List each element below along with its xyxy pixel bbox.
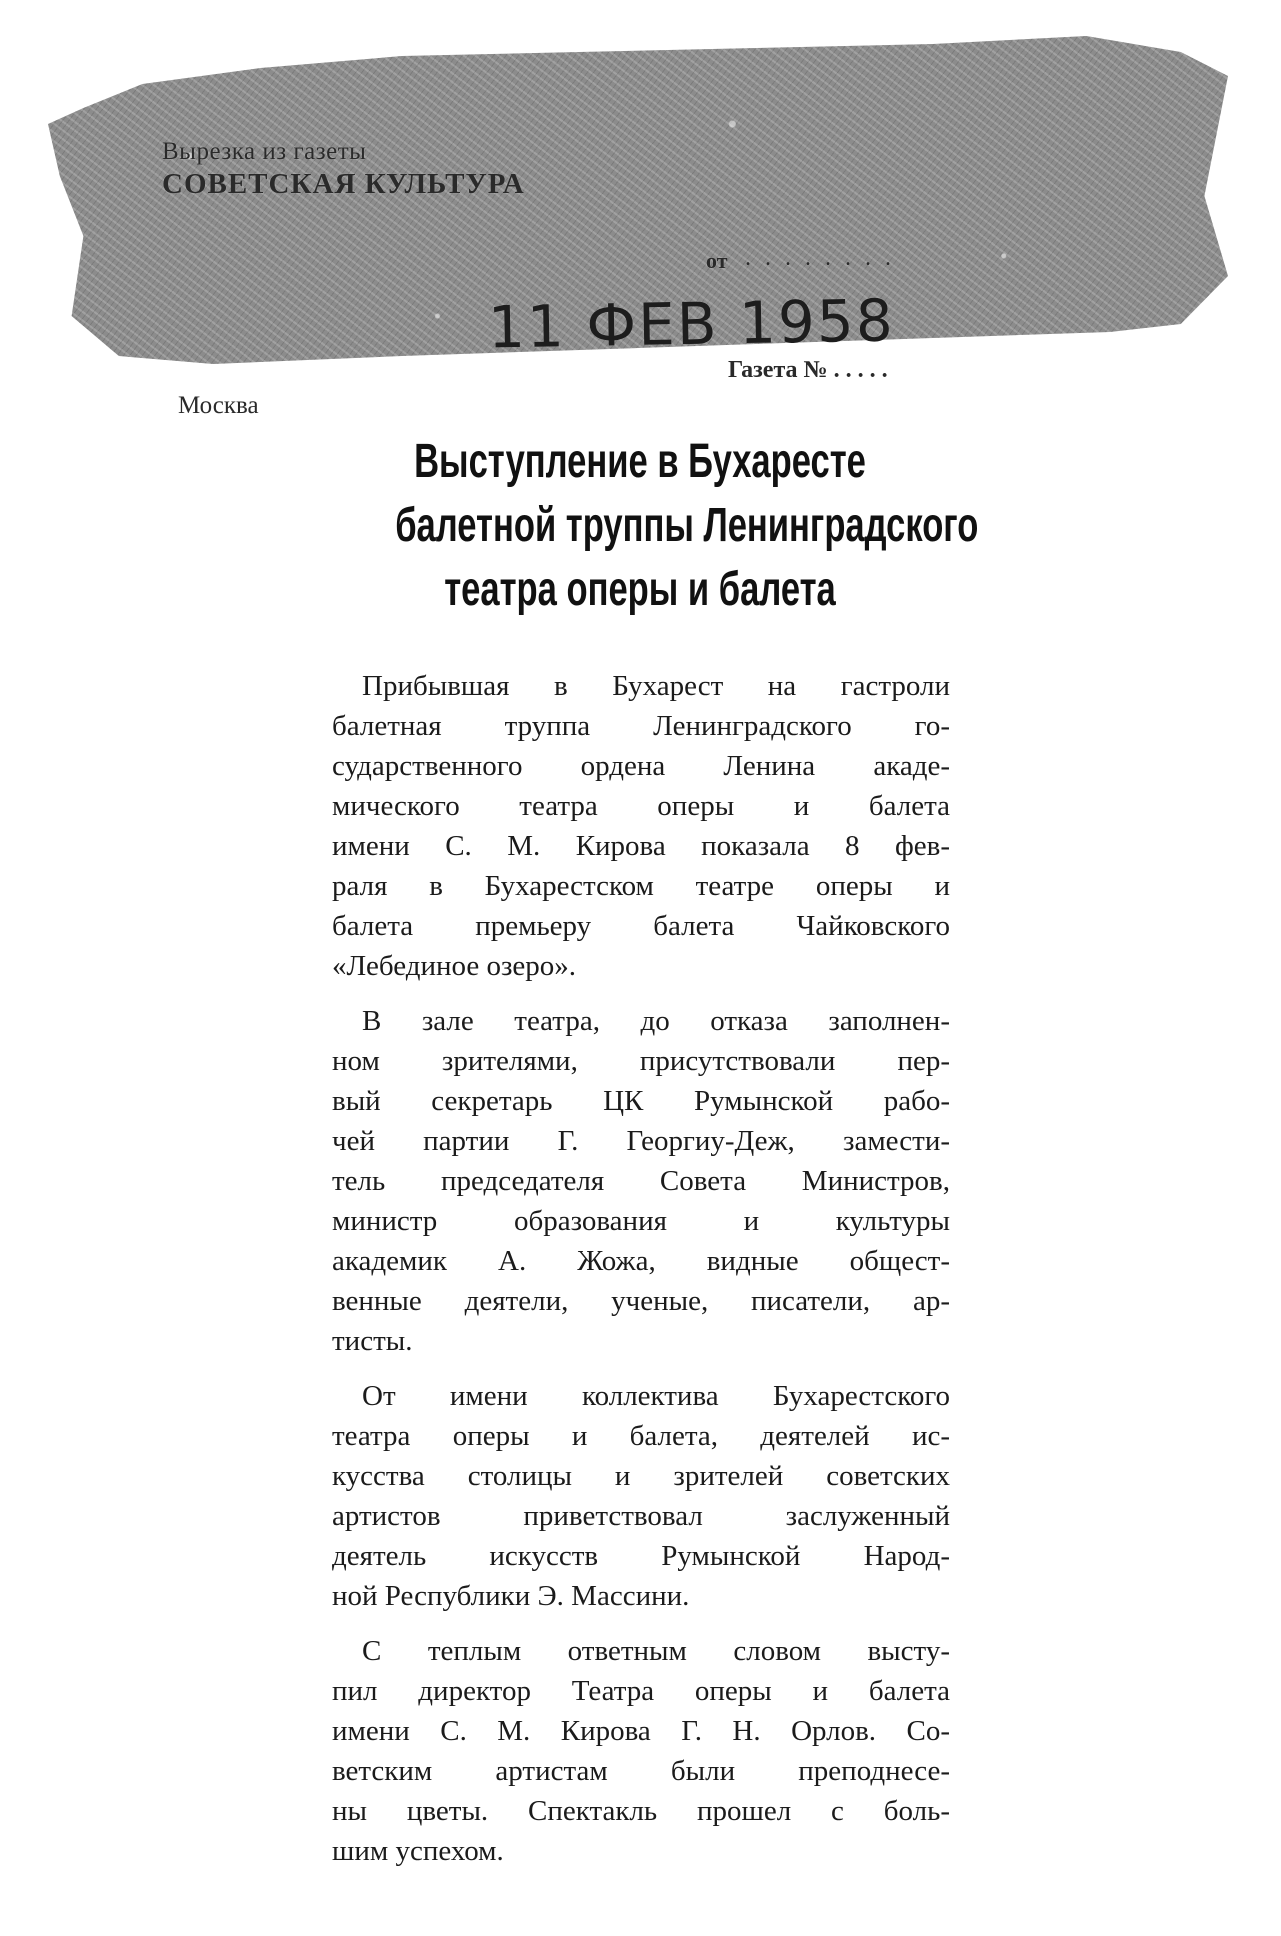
text-line: Прибывшая в Бухарест на гастроли (362, 670, 950, 702)
text-line: тисты. (332, 1325, 413, 1357)
text-line: раля в Бухарестском театре оперы и (332, 870, 950, 902)
text-line: балетная труппа Ленинградского го- (332, 710, 950, 742)
text-line: От имени коллектива Бухарестского (362, 1380, 950, 1412)
stamp-date-dots: . . . . . . . . (745, 245, 895, 271)
text-line: министр образования и культуры (332, 1205, 950, 1237)
stamp-date: 11 ФЕВ 1958 (487, 286, 896, 362)
text-line: чей партии Г. Георгиу-Деж, замести- (332, 1125, 950, 1157)
stamp-date-prefix: от (706, 248, 728, 273)
headline-line: театра оперы и балета (444, 563, 836, 616)
text-line: имени С. М. Кирова Г. Н. Орлов. Со- (332, 1715, 950, 1747)
text-line: шим успехом. (332, 1835, 504, 1867)
text-line: пил директор Театра оперы и балета (332, 1675, 950, 1707)
text-line: мического театра оперы и балета (332, 790, 950, 822)
text-line: театра оперы и балета, деятелей ис- (332, 1420, 950, 1452)
stamp-issue-number: Газета № . . . . . (728, 357, 888, 383)
stamp-newspaper-name: СОВЕТСКАЯ КУЛЬТУРА (162, 168, 525, 200)
text-line: академик А. Жожа, видные общест- (332, 1245, 950, 1277)
article-paragraph (332, 1376, 950, 1616)
text-line: тель председателя Совета Министров, (332, 1165, 950, 1197)
text-line: кусства столицы и зрителей советских (332, 1460, 950, 1492)
text-line: артистов приветствовал заслуженный (332, 1500, 950, 1532)
stamp-source-label: Вырезка из газеты (162, 138, 367, 165)
article-paragraph (332, 666, 950, 986)
article-paragraph (332, 1001, 950, 1361)
text-line: ной Республики Э. Массини. (332, 1580, 690, 1612)
article-body (332, 666, 950, 1886)
text-line: ветским артистам были преподнесе- (332, 1755, 950, 1787)
text-line: В зале театра, до отказа заполнен- (362, 1005, 950, 1037)
clipping-header-stamp (48, 36, 1228, 436)
stamp-city: Москва (178, 392, 259, 419)
text-line: имени С. М. Кирова показала 8 фев- (332, 830, 950, 862)
text-line: С теплым ответным словом высту- (362, 1635, 950, 1667)
text-line: ном зрителями, присутствовали пер- (332, 1045, 950, 1077)
text-line: ны цветы. Спектакль прошел с боль- (332, 1795, 950, 1827)
text-line: балета премьеру балета Чайковского (332, 910, 950, 942)
article-headline (395, 430, 979, 622)
article-paragraph (332, 1631, 950, 1871)
text-line: венные деятели, ученые, писатели, ар- (332, 1285, 950, 1317)
text-line: деятель искусств Румынской Народ- (332, 1540, 950, 1572)
headline-line: балетной труппы Ленинградского (395, 499, 979, 552)
text-line: вый секретарь ЦК Румынской рабо- (332, 1085, 950, 1117)
headline-line: Выступление в Бухаресте (414, 435, 866, 488)
text-line: сударственного ордена Ленина акаде- (332, 750, 950, 782)
text-line: «Лебединое озеро». (332, 950, 577, 982)
